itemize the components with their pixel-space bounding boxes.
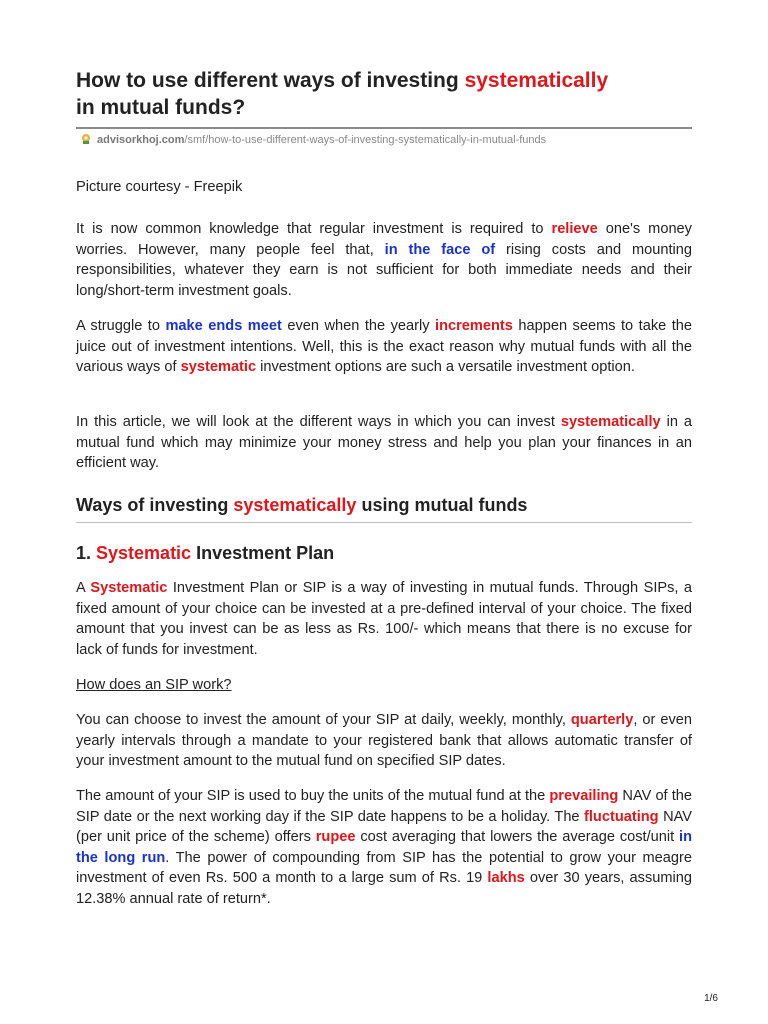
section-heading: Ways of investing systematically using mutual funds [76,495,528,515]
paragraph-sip-definition: A Systematic Investment Plan or SIP is a way of investing in mutual funds. Through SIPs, a fixed amount of your choice can be invested at a pre-defined interval of your choice. The fixed amount that you invest can be as less as Rs. 100/- which means that there is no excuse for lack of funds for investment. [76,580,692,658]
source-url[interactable] [80,133,546,147]
paragraph-article: In this article, we will look at the different ways in which you can invest systematically in a mutual fund which may minimize your money stress and help you plan your finances in an efficient way. [76,414,692,472]
phrase-link[interactable]: in the long run [76,829,692,866]
title-text-line2: in mutual funds? [76,96,246,119]
phrase-link[interactable]: in the face of [384,241,496,258]
keyword-link[interactable]: increments [435,318,513,334]
title-divider [76,127,692,129]
subsection-heading: 1. Systematic Investment Plan [76,543,335,563]
page-number: 1/6 [704,993,718,1004]
title-keyword-link[interactable]: systematically [464,69,609,92]
paragraph-struggle: A struggle to make ends meet even when the yearly increments happen seems to take the juice out of investment intentions. Well, this is the exact reason why mutual funds with all the various ways of systematic investment options are such a versatile investment option. [76,318,692,376]
keyword-link[interactable]: relieve [551,221,598,237]
keyword-link[interactable]: quarterly [570,712,634,728]
page-title [76,67,692,121]
keyword-link[interactable]: systematically [233,495,357,515]
keyword-link[interactable]: systematically [560,414,661,430]
source-domain[interactable]: advisorkhoj.com [97,134,185,146]
phrase-link[interactable]: make ends meet [165,318,282,334]
paragraph-sip-intervals: You can choose to invest the amount of your SIP at daily, weekly, monthly, quarterly, or even yearly intervals through a mandate to your registered bank that allows automatic transfer of your investment amount to the mutual fund on specified SIP dates. [76,712,692,770]
keyword-link[interactable]: prevailing [549,788,619,804]
keyword-link[interactable]: fluctuating [584,808,659,825]
favicon-icon [80,133,92,145]
source-path[interactable]: /smf/how-to-use-different-ways-of-investing-systematically-in-mutual-funds [184,134,547,146]
keyword-link[interactable]: systematic [180,359,257,376]
paragraph-intro: It is now common knowledge that regular investment is required to relieve one's money worries. However, many people feel that, in the face of rising costs and mounting responsibilities, whatever they earn is not sufficient for both immediate needs and their long/short-term investment goals. [76,221,693,299]
keyword-link[interactable]: lakhs [487,870,525,887]
picture-courtesy: Picture courtesy - Freepik [76,179,243,195]
keyword-link[interactable]: Systematic [96,543,192,563]
paragraph-sip-nav: The amount of your SIP is used to buy the units of the mutual fund at the prevailing NAV of the SIP date or the next working day if the SIP date happens to be a holiday. The fluctuating NAV (per unit price of the scheme) offers rupee cost averaging that lowers the average cost/unit in the long run. The power of compounding from SIP has the potential to grow your meagre investment of even Rs. 500 a month to a large sum of Rs. 19 lakhs over 30 years, assuming 12.38% annual rate of return*. [76,788,693,907]
keyword-link[interactable]: Systematic [90,580,168,596]
title-text: How to use different ways of investing [76,69,465,92]
keyword-link[interactable]: rupee [315,829,356,846]
how-sip-works-heading: How does an SIP work? [76,677,232,693]
section-divider [76,522,692,523]
